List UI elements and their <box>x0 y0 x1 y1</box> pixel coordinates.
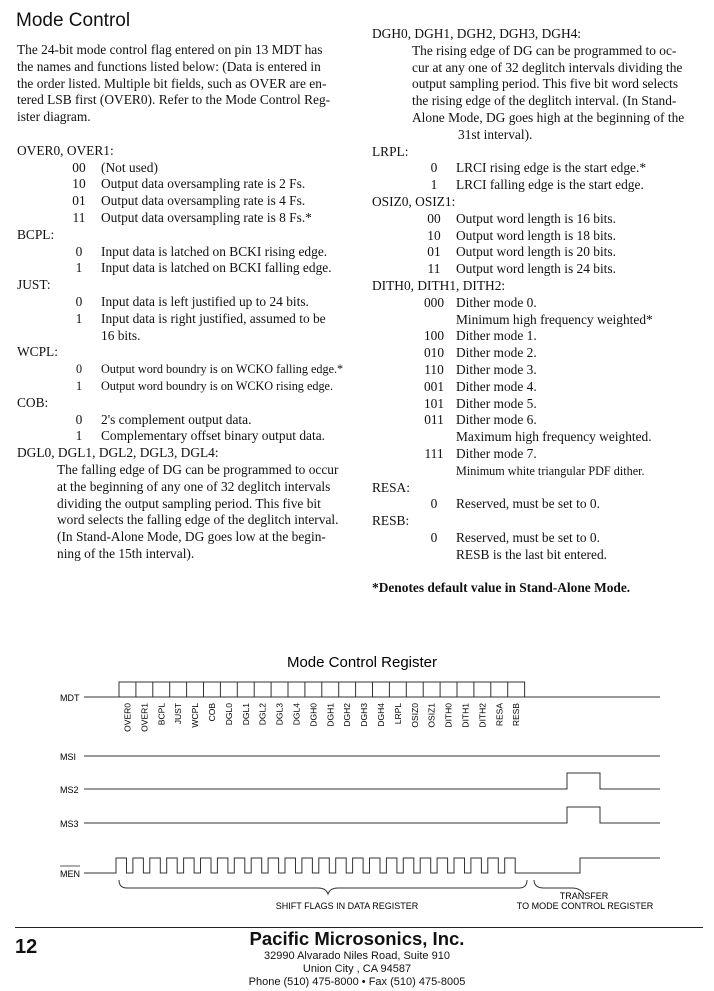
field-row <box>372 530 707 547</box>
paragraph-line: at the beginning of any one of 32 deglitch intervals <box>57 478 331 494</box>
field-name: OSIZ0, OSIZ1: <box>372 193 456 209</box>
field-name: BCPL: <box>17 226 55 242</box>
field-row <box>372 295 707 312</box>
paragraph-line: the rising edge of the deglitch interval. (In Stand- <box>412 93 677 109</box>
field-row <box>17 412 357 429</box>
bit-code: 1 <box>75 378 83 393</box>
field-row <box>372 160 707 177</box>
paragraph-line: The falling edge of DG can be programmed to occur <box>57 461 339 477</box>
bit-description: 2's complement output data. <box>101 411 252 427</box>
field-row <box>17 361 357 378</box>
field-row <box>17 311 357 328</box>
bit-code: 011 <box>424 412 444 428</box>
bit-label: DGH2 <box>342 703 353 727</box>
ms2-waveform <box>84 773 660 789</box>
field-name: RESA: <box>372 479 410 495</box>
phone-fax: Phone (510) 475-8000 • Fax (510) 475-8005 <box>248 976 466 988</box>
intro-line: the order listed. Multiple bit fields, such as OVER are en- <box>17 75 327 91</box>
bit-description: Dither mode 1. <box>456 328 537 344</box>
field-row <box>17 244 357 261</box>
bit-code: 001 <box>423 378 445 394</box>
field-row <box>17 176 357 193</box>
bit-description: Minimum white triangular PDF dither. <box>456 463 645 478</box>
bit-code: 01 <box>427 244 441 260</box>
ms3-waveform <box>84 807 660 823</box>
field-row <box>372 328 707 345</box>
signal-label-ms3: MS3 <box>60 819 79 829</box>
paragraph-line: word selects the falling edge of the deglitch interval. <box>57 512 339 528</box>
bit-label: LRPL <box>392 703 403 725</box>
bit-label: OSIZ0 <box>409 703 420 728</box>
field-row <box>372 345 707 362</box>
bit-label: DGH0 <box>308 703 319 727</box>
paragraph-line: The rising edge of DG can be programmed to oc- <box>412 42 677 58</box>
bit-description: Dither mode 5. <box>456 395 537 411</box>
company-name: Pacific Microsonics, Inc. <box>249 928 465 949</box>
spacer <box>372 564 707 581</box>
bit-label: DGL3 <box>274 703 285 726</box>
field-name: OVER0, OVER1: <box>17 142 114 158</box>
field-name: JUST: <box>17 277 51 293</box>
field-name: DITH0, DITH1, DITH2: <box>372 277 506 293</box>
shift-brace <box>119 880 527 894</box>
bit-code: 10 <box>72 176 86 192</box>
bit-label: OVER1 <box>139 703 150 732</box>
bit-label: RESA <box>494 703 505 727</box>
bit-description: Reserved, must be set to 0. <box>456 529 600 545</box>
bit-description: Minimum high frequency weighted* <box>456 311 653 327</box>
men-waveform <box>84 858 660 873</box>
bit-description: (Not used) <box>101 159 158 175</box>
shift-label: SHIFT FLAGS IN DATA REGISTER <box>275 901 419 911</box>
bit-description: Output word length is 18 bits. <box>456 227 616 243</box>
field-row <box>17 260 357 277</box>
right-column <box>372 26 707 597</box>
bit-code: 0 <box>430 496 438 512</box>
bit-description: Input data is latched on BCKI falling edge. <box>101 260 332 276</box>
bit-description: Input data is left justified up to 24 bits. <box>101 293 309 309</box>
field-row <box>372 228 707 245</box>
bit-label: COB <box>206 703 217 722</box>
bit-label: DGH4 <box>375 703 386 727</box>
field-row <box>372 261 707 278</box>
bit-description: Output data oversampling rate is 8 Fs.* <box>101 209 312 225</box>
field-row <box>372 412 707 429</box>
bit-description: Dither mode 0. <box>456 294 537 310</box>
paragraph-line: dividing the output sampling period. This five bit <box>57 495 321 511</box>
field-row <box>372 547 707 564</box>
bit-description: Dither mode 4. <box>456 378 537 394</box>
bit-code: 1 <box>75 310 83 326</box>
bit-code: 0 <box>75 411 83 427</box>
bit-label: DGH3 <box>359 703 370 727</box>
bit-code: 0 <box>430 529 438 545</box>
bit-code: 111 <box>424 445 444 461</box>
bit-label: DGL2 <box>257 703 268 726</box>
field-row <box>372 446 707 463</box>
bit-label: OVER0 <box>122 703 133 732</box>
bit-description: Input data is right justified, assumed to be <box>101 310 326 326</box>
field-row <box>17 193 357 210</box>
bit-code: 00 <box>72 159 86 175</box>
paragraph-line: (In Stand-Alone Mode, DG goes low at the begin- <box>57 529 326 545</box>
bit-description: LRCI falling edge is the start edge. <box>456 177 644 193</box>
bit-code: 0 <box>75 243 83 259</box>
bit-code: 11 <box>72 209 86 225</box>
bit-description: Output data oversampling rate is 4 Fs. <box>101 193 306 209</box>
bit-label: DGL1 <box>240 703 251 726</box>
bit-description: Output data oversampling rate is 2 Fs. <box>101 176 306 192</box>
bit-code: 110 <box>424 361 444 377</box>
bit-description: Output word boundry is on WCKO rising edge. <box>101 378 333 393</box>
bit-code: 11 <box>427 261 441 277</box>
field-name: DGH0, DGH1, DGH2, DGH3, DGH4: <box>372 26 582 41</box>
bit-code: 0 <box>75 362 83 377</box>
field-name: LRPL: <box>372 143 409 159</box>
bit-label: JUST <box>173 703 184 725</box>
bit-code: 1 <box>75 260 83 276</box>
bit-label: DITH1 <box>460 703 471 728</box>
field-row <box>372 379 707 396</box>
bit-code: 1 <box>430 177 438 193</box>
page-title: Mode Control <box>16 10 131 31</box>
signal-label-men: MEN <box>60 869 80 879</box>
field-row <box>372 496 707 513</box>
paragraph-line: output sampling period. This five bit word selects <box>412 76 679 92</box>
bit-code: 01 <box>72 193 86 209</box>
bit-description: Dither mode 3. <box>456 361 537 377</box>
field-row <box>372 312 707 329</box>
field-row <box>17 428 357 445</box>
bit-label: DGL4 <box>291 703 302 726</box>
bit-label: BCPL <box>156 703 167 726</box>
bit-code: 000 <box>423 294 445 310</box>
bit-label: DGL0 <box>223 703 234 726</box>
bit-description: Dither mode 7. <box>456 445 537 461</box>
bit-description: RESB is the last bit entered. <box>456 546 607 562</box>
field-name: RESB: <box>372 513 410 529</box>
transfer-label-1: TRANSFER <box>559 891 609 901</box>
field-name: COB: <box>17 394 49 410</box>
default-note: *Denotes default value in Stand-Alone Mode. <box>372 580 631 596</box>
bit-code: 100 <box>423 328 445 344</box>
field-row <box>17 378 357 395</box>
address-line-2: Union City , CA 94587 <box>302 963 412 975</box>
bit-label: DGH1 <box>325 703 336 727</box>
field-name: WCPL: <box>17 344 58 360</box>
bit-code: 1 <box>75 428 83 444</box>
bit-description: Maximum high frequency weighted. <box>456 429 652 445</box>
spacer <box>17 126 357 143</box>
bit-label: RESB <box>511 703 522 727</box>
bit-description: Output word length is 20 bits. <box>456 244 616 260</box>
paragraph-line: ning of the 15th interval). <box>57 545 195 561</box>
bit-code: 010 <box>423 345 445 361</box>
field-row <box>372 177 707 194</box>
mode-control-register-diagram <box>0 640 714 920</box>
field-row <box>17 210 357 227</box>
intro-line: The 24-bit mode control flag entered on pin 13 MDT has <box>17 42 323 57</box>
intro-line: tered LSB first (OVER0). Refer to the Mode Control Reg- <box>17 92 331 108</box>
field-row <box>17 294 357 311</box>
page-number: 12 <box>15 936 38 958</box>
bit-label: DITH0 <box>443 703 454 728</box>
bit-code: 10 <box>427 227 441 243</box>
paragraph-line: Alone Mode, DG goes high at the beginning of the <box>412 109 685 125</box>
bit-description: Output word length is 24 bits. <box>456 261 616 277</box>
field-row <box>372 244 707 261</box>
bit-description: LRCI rising edge is the start edge.* <box>456 160 647 176</box>
bit-label: DITH2 <box>477 703 488 728</box>
intro-line: ister diagram. <box>17 109 91 125</box>
field-row <box>372 362 707 379</box>
diagram-title: Mode Control Register <box>286 654 438 671</box>
paragraph-line: 31st interval). <box>458 126 533 142</box>
intro-line: the names and functions listed below: (Data is entered in <box>17 58 321 74</box>
field-row <box>372 396 707 413</box>
signal-label-ms2: MS2 <box>60 785 79 795</box>
left-column <box>17 42 357 563</box>
bit-label: WCPL <box>190 703 201 728</box>
bit-code: 0 <box>75 293 83 309</box>
field-name: DGL0, DGL1, DGL2, DGL3, DGL4: <box>17 445 219 461</box>
bit-code: 00 <box>427 210 441 226</box>
field-row <box>372 429 707 446</box>
bit-description: Complementary offset binary output data. <box>101 428 325 444</box>
bit-description: Output word boundry is on WCKO falling edge.* <box>101 362 344 377</box>
bit-description: 16 bits. <box>101 327 141 343</box>
bit-code: 0 <box>430 160 438 176</box>
paragraph-line: cur at any one of 32 deglitch intervals dividing the <box>412 59 683 75</box>
field-row <box>17 160 357 177</box>
bit-description: Output word length is 16 bits. <box>456 210 616 226</box>
bit-description: Input data is latched on BCKI rising edge. <box>101 243 328 259</box>
signal-label-msi: MSI <box>60 752 77 762</box>
bit-label: OSIZ1 <box>426 703 437 728</box>
address-line-1: 32990 Alvarado Niles Road, Suite 910 <box>264 950 450 962</box>
transfer-label-2: TO MODE CONTROL REGISTER <box>516 901 654 911</box>
bit-description: Dither mode 2. <box>456 345 537 361</box>
bit-description: Dither mode 6. <box>456 412 537 428</box>
field-row <box>372 463 707 480</box>
bit-description: Reserved, must be set to 0. <box>456 496 600 512</box>
field-row <box>17 328 357 345</box>
signal-label-mdt: MDT <box>60 693 80 703</box>
field-row <box>372 211 707 228</box>
bit-code: 101 <box>423 395 445 411</box>
